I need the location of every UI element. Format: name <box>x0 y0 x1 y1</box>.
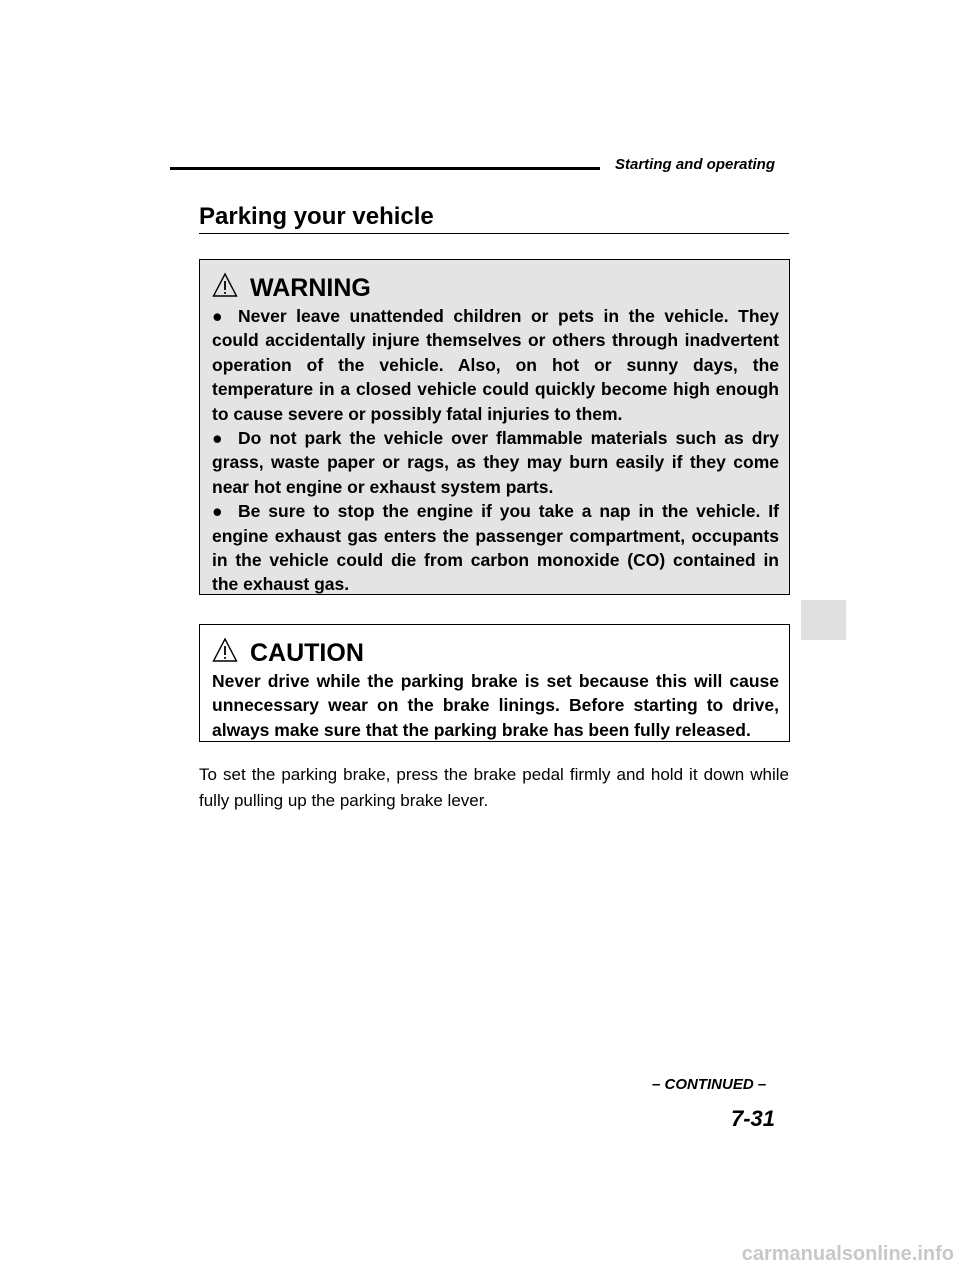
warning-item-text: Never leave unattended children or pets in the vehicle. They could accidentally injure themselves or others through inadvertent operation of the vehicle. Also, on hot or sunny days, the temperature in a closed vehicle could quickly become high enough to cause severe or possibly fatal injuries to them. <box>212 306 779 424</box>
warning-triangle-icon <box>212 272 238 298</box>
caution-text: Never drive while the parking brake is set because this will cause unnecessary wear on the brake linings. Before starting to drive, always make sure that the parking brake has been fully released. <box>212 671 779 740</box>
bullet: ● <box>212 428 223 449</box>
section-name: Starting and operating <box>615 156 776 173</box>
warning-item-text: Do not park the vehicle over flammable materials such as dry grass, waste paper or rags, as they may burn easily if they come near hot engine or exhaust system parts. <box>212 428 779 497</box>
warning-heading <box>212 270 779 302</box>
warning-item <box>212 304 779 426</box>
caution-heading-text: CAUTION <box>250 639 364 667</box>
warning-heading-text: WARNING <box>250 274 371 302</box>
bullet: ● <box>212 501 223 522</box>
bullet: ● <box>212 306 223 326</box>
header-rule <box>170 167 600 170</box>
caution-triangle-icon <box>212 637 238 663</box>
warning-item <box>212 499 779 597</box>
page-title: Parking your vehicle <box>199 203 434 230</box>
warning-item <box>212 426 779 499</box>
watermark: carmanualsonline.info <box>741 1243 954 1265</box>
continued-label: – CONTINUED – <box>652 1076 767 1093</box>
body-paragraph: To set the parking brake, press the brake pedal firmly and hold it down while fully pulling up the parking brake lever. <box>199 765 789 810</box>
title-rule <box>199 233 789 234</box>
page-number: 7-31 <box>731 1106 776 1131</box>
caution-heading <box>212 635 779 667</box>
caution-box <box>199 624 790 742</box>
warning-box <box>199 259 790 595</box>
warning-item-text: Be sure to stop the engine if you take a nap in the vehicle. If engine exhaust gas enters the passenger compartment, occupants in the vehicle could die from carbon monoxide (CO) contained in the exhaust gas. <box>212 501 779 595</box>
chapter-tab <box>801 600 846 640</box>
